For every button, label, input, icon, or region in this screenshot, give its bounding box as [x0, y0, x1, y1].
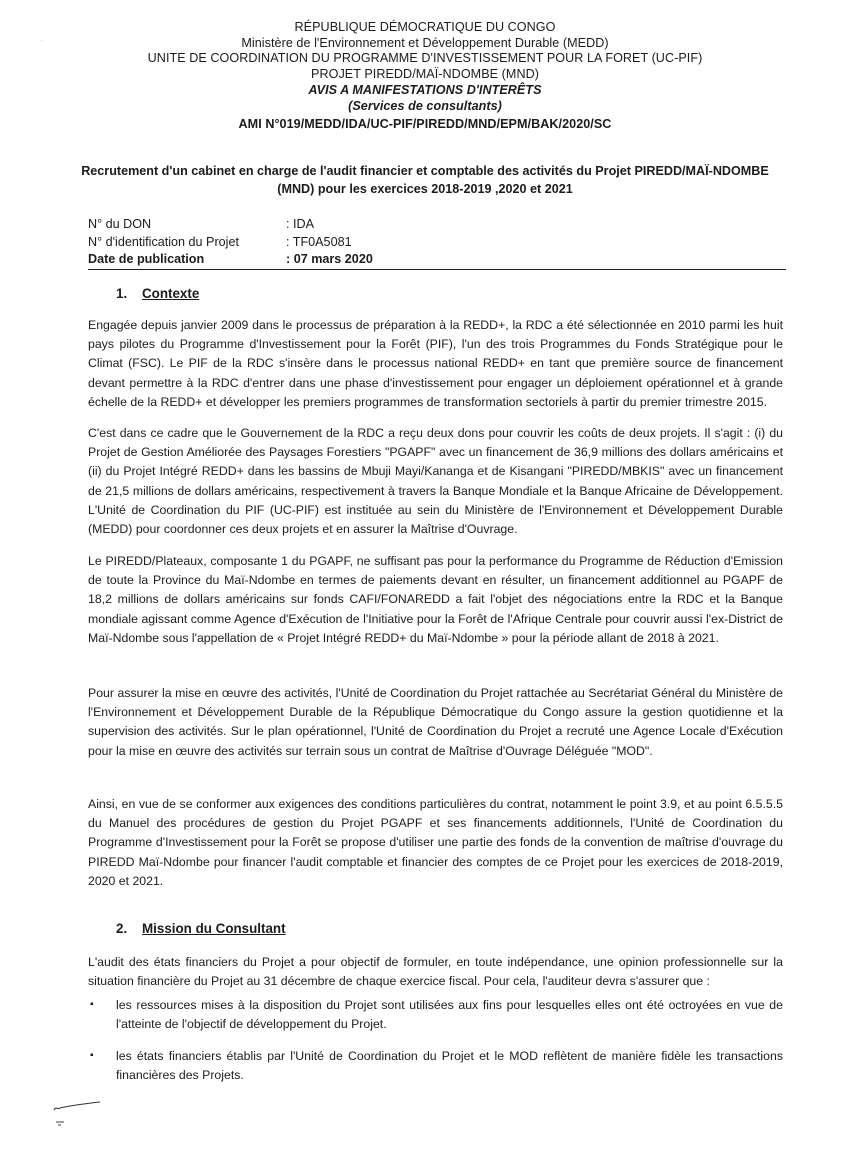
- paragraph: Pour assurer la mise en œuvre des activités, l'Unité de Coordination du Projet rattachée au Secrétariat Général du Ministère de l'Environnement et Développement Durable de la République Démocratique du Congo assure la gestion quotidienne et la supervision des activités. Sur le plan opérationnel, l'Unité de Coordination du Projet a recruté une Agence Locale d'Exécution pour la mise en œuvre des activités sur terrain sous un contrat de Maîtrise d'Ouvrage Déléguée "MOD".: [88, 686, 783, 758]
- header-ministry: Ministère de l'Environnement et Développement Durable (MEDD): [241, 35, 609, 50]
- paragraph: Engagée depuis janvier 2009 dans le processus de préparation à la REDD+, la RDC a été sélectionnée en 2010 parmi les huit pays pilotes du Programme d'Investissement pour la Forêt (PIF), l'un des trois Programmes du Fonds Stratégique pour le Climat (FSC). Le PIF de la RDC s'insère dans le processus national REDD+ en tant que première source de financement devant permettre à la RDC d'entrer dans une phase d'investissement pour engager un déploiement opérationnel et à grande échelle de la REDD+ et développer les premiers programmes de transformation sectoriels à partir du premier trimestre 2015.: [88, 318, 783, 409]
- document-header: [60, 20, 790, 133]
- paragraph: Le PIREDD/Plateaux, composante 1 du PGAPF, ne suffisant pas pour la performance du Programme de Réduction d'Emission de toute la Province du Maï-Ndombe en termes de paiements devant en résulter, un financement additionnel au PGAPF de 18,2 millions de dollars américains sur fonds CAFI/FONAREDD a fait l'objet des négociations entre la RDC et la Banque mondiale agissant comme Agence d'Exécution de l'Initiative pour la Forêt de l'Afrique Centrale pour couvrir aussi l'ex-District de Maï-Ndombe sous l'appellation de « Projet Intégré REDD+ du Maï-Ndombe » pour la période allant de 2018 à 2021.: [88, 554, 783, 645]
- list-item-text: les états financiers établis par l'Unité de Coordination du Projet et le MOD reflètent de manière fidèle les transactions financières des Projets.: [116, 1049, 783, 1082]
- metadata-row: [88, 234, 786, 252]
- paragraph: L'audit des états financiers du Projet a pour objectif de formuler, en toute indépendance, une opinion professionnelle sur la situation financière du Projet au 31 décembre de chaque exercice fiscal. Pour cela, l'auditeur devra s'assurer que :: [88, 955, 783, 988]
- section-label: Mission du Consultant: [142, 921, 286, 936]
- metadata-block: [88, 216, 786, 269]
- list-item: [88, 1047, 783, 1084]
- metadata-label: Date de publication: [88, 252, 205, 266]
- header-services: (Services de consultants): [348, 98, 502, 113]
- header-country: RÉPUBLIQUE DÉMOCRATIQUE DU CONGO: [294, 20, 556, 34]
- list-item-text: les ressources mises à la disposition du Projet sont utilisées aux fins pour lesquelles elles ont été octroyées en vue de l'atteinte de l'objectif de développement du Projet.: [116, 998, 783, 1031]
- margin-mark: ·: [40, 36, 43, 45]
- bullet-marker: ▪: [90, 1050, 94, 1061]
- header-unit: UNITE DE COORDINATION DU PROGRAMME D'INVESTISSEMENT POUR LA FORET (UC-PIF): [147, 51, 703, 66]
- header-reference: AMI N°019/MEDD/IDA/UC-PIF/PIREDD/MND/EPM/BAK/2020/SC: [238, 117, 612, 132]
- divider: [88, 269, 786, 270]
- metadata-value: : IDA: [286, 217, 314, 231]
- metadata-value: : TF0A5081: [286, 234, 352, 249]
- paragraph: C'est dans ce cadre que le Gouvernement de la RDC a reçu deux dons pour couvrir les coûts de deux projets. Il s'agit : (i) du Projet de Gestion Améliorée des Paysages Forestiers "PGAPF" avec un financement de 36,9 millions des dollars américains et (ii) du Projet Intégré REDD+ dans les bassins de Mbuji Mayi/Kananga et de Kisangani "PIREDD/MBKIS" avec un financement de 21,5 millions de dollars américains, respectivement à travers la Banque Mondiale et la Banque Africaine de Développement. L'Unité de Coordination du PIF (UC-PIF) est instituée au sein du Ministère de l'Environnement et Développement Durable (MEDD) pour coordonner ces deux projets et en assurer la Maîtrise d'Ouvrage.: [88, 426, 783, 537]
- header-notice-type: AVIS A MANIFESTATIONS D'INTERÊTS: [308, 82, 542, 97]
- list-item: [88, 996, 783, 1033]
- section-heading-mission: [116, 921, 286, 936]
- metadata-label: N° du DON: [88, 217, 152, 231]
- header-project: PROJET PIREDD/MAÏ-NDOMBE (MND): [311, 67, 539, 82]
- section-number: 2.: [116, 921, 128, 936]
- document-title: Recrutement d'un cabinet en charge de l'audit financier et comptable des activités du Projet PIREDD/MAÏ-NDOMBE (MND) pour les exercices 2018-2019 ,2020 et 2021: [81, 164, 769, 196]
- section-label: Contexte: [142, 286, 200, 301]
- metadata-label: N° d'identification du Projet: [88, 234, 239, 249]
- initials-signature: [48, 1096, 108, 1130]
- metadata-row: [88, 216, 786, 234]
- metadata-value: : 07 mars 2020: [286, 252, 373, 266]
- bullet-marker: ▪: [90, 999, 94, 1010]
- section-number: 1.: [116, 286, 128, 301]
- section-heading-context: [116, 286, 199, 301]
- metadata-row: [88, 251, 786, 269]
- paragraph: Ainsi, en vue de se conformer aux exigences des conditions particulières du contrat, notamment le point 3.9, et au point 6.5.5.5 du Manuel des procédures de gestion du Projet PGAPF et ses financements additionnels, l'Unité de Coordination du Programme d'Investissement pour la Forêt se propose d'utiliser une partie des fonds de la convention de maîtrise d'ouvrage du PIREDD Maï-Ndombe pour financer l'audit comptable et financier des comptes de ce Projet pour les exercices de 2018-2019, 2020 et 2021.: [88, 797, 783, 888]
